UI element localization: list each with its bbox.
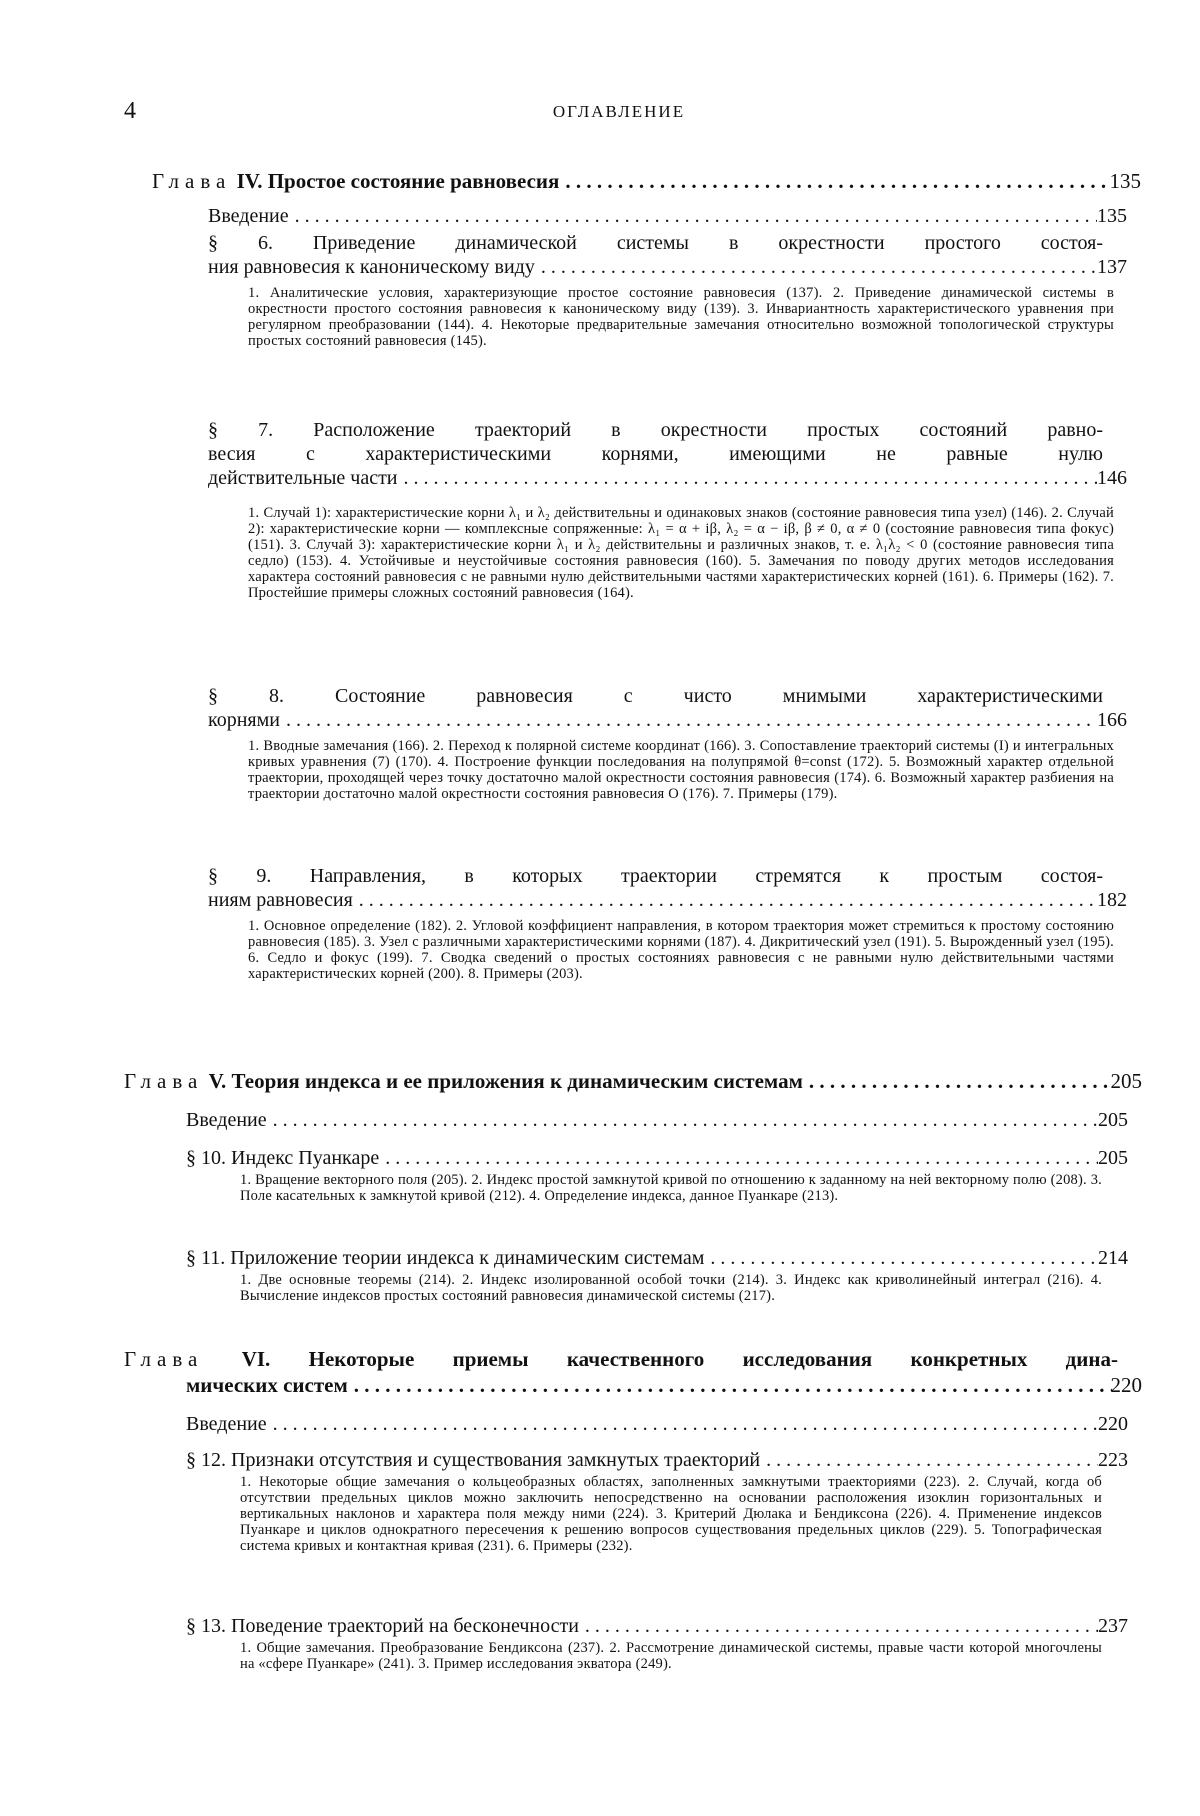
entry-page: 182 bbox=[1097, 889, 1127, 911]
running-head: ОГЛАВЛЕНИЕ bbox=[552, 102, 686, 121]
section-9-subtopics: 1. Основное определение (182). 2. Угловой коэффициент направления, в котором траектория может стремиться к простому состоянию равновесия (185). 3. Узел с различными характеристическими корнями (187). 4. Дикритический узел (191). 5. Вырожденный узел (195). 6. Седло и фокус (199). 7. Сводка сведений о простых состояниях равновесия с не равными нулю действительными частями характеристических корней (200). 8. Примеры (203). bbox=[248, 918, 1114, 982]
entry-title-line: ния равновесия к каноническому виду bbox=[208, 256, 535, 278]
section-11-entry bbox=[186, 1246, 1128, 1270]
chapter-label: Глава bbox=[124, 1347, 204, 1371]
entry-page: 237 bbox=[1098, 1615, 1128, 1637]
section-6-entry bbox=[208, 231, 1127, 279]
entry-title: Введение bbox=[208, 205, 289, 227]
chapter-page: 135 bbox=[1109, 169, 1141, 193]
entry-page: 137 bbox=[1097, 256, 1127, 278]
section-11-subtopics: 1. Две основные теоремы (214). 2. Индекс изолированной особой точки (214). 3. Индекс как криволинейный интеграл (216). 4. Вычисление индексов простых состояний равновесия динамической системы (217). bbox=[240, 1272, 1102, 1304]
section-13-subtopics: 1. Общие замечания. Преобразование Бендиксона (237). 2. Рассмотрение динамической системы, правые части которой многочлены на «сфере Пуанкаре» (241). 3. Пример исследования экватора (249). bbox=[240, 1640, 1102, 1672]
entry-title: § 12. Признаки отсутствия и существования замкнутых траекторий bbox=[186, 1449, 761, 1471]
entry-page: 166 bbox=[1097, 709, 1127, 731]
entry-page: 135 bbox=[1097, 205, 1127, 227]
intro-entry bbox=[208, 204, 1127, 228]
chapter-5-heading bbox=[124, 1068, 1142, 1094]
entry-page: 220 bbox=[1098, 1413, 1128, 1435]
entry-title-line: § 6. Приведение динамической системы в окрестности простого состоя- bbox=[208, 232, 1103, 254]
section-9-entry bbox=[208, 864, 1127, 912]
entry-title-line: действительные части bbox=[208, 467, 398, 489]
page-header bbox=[124, 98, 1114, 128]
section-8-subtopics: 1. Вводные замечания (166). 2. Переход к полярной системе координат (166). 3. Сопоставление траекторий системы (I) и интегральных кривых уравнения (7) (170). 4. Построение функции последования на полупрямой θ=const (172). 5. Возможный характер отдельной траектории, проходящей через точку достаточно малой окрестности состояния равновесия (174). 6. Возможный характер разбиения на траектории достаточно малой окрестности состояния равновесия O (176). 7. Примеры (179). bbox=[248, 738, 1114, 802]
entry-page: 205 bbox=[1098, 1147, 1128, 1169]
section-7-entry bbox=[208, 418, 1127, 490]
entry-title-line: весия с характеристическими корнями, имеющими не равные нулю bbox=[208, 443, 1103, 465]
section-13-entry bbox=[186, 1614, 1128, 1638]
chapter-label: Глава bbox=[152, 169, 232, 193]
chapter-4-heading bbox=[152, 168, 1141, 194]
intro-entry bbox=[186, 1108, 1128, 1132]
section-12-entry bbox=[186, 1448, 1128, 1472]
entry-title: § 11. Приложение теории индекса к динамическим системам bbox=[186, 1247, 705, 1269]
chapter-6-heading bbox=[124, 1346, 1142, 1398]
entry-title-line: § 7. Расположение траекторий в окрестности простых состояний равно- bbox=[208, 419, 1103, 441]
entry-title-line: § 8. Состояние равновесия с чисто мнимыми характеристическими bbox=[208, 685, 1103, 707]
chapter-title: V. Теория индекса и ее приложения к динамическим системам bbox=[208, 1069, 803, 1093]
chapter-page: 205 bbox=[1110, 1069, 1142, 1093]
entry-title-line: корнями bbox=[208, 709, 280, 731]
chapter-title-line: мических систем bbox=[186, 1373, 348, 1397]
section-7-subtopics: 1. Случай 1): характеристические корни λ₁ и λ₂ действительны и одинаковых знаков (состояние равновесия типа узел) (146). 2. Случай 2): характеристические корни — комплексные сопряженные: λ₁ = α + iβ, λ₂ = α − iβ, β ≠ 0, α ≠ 0 (состояние равновесия типа фокус) (151). 3. Случай 3): характеристические корни λ₁ и λ₂ действительны и различных знаков, т. е. λ₁λ₂ < 0 (состояние равновесия типа седло) (153). 4. Устойчивые и неустойчивые состояния равновесия (160). 5. Замечания по поводу других методов исследования характера состояний равновесия с не равными нулю действительными частями характеристических корней (161). 6. Примеры (162). 7. Простейшие примеры сложных состояний равновесия (164). bbox=[248, 505, 1114, 601]
section-10-entry bbox=[186, 1146, 1128, 1170]
entry-page: 205 bbox=[1098, 1109, 1128, 1131]
chapter-page: 220 bbox=[1110, 1373, 1142, 1397]
section-10-subtopics: 1. Вращение векторного поля (205). 2. Индекс простой замкнутой кривой по отношению к заданному на ней векторному полю (208). 3. Поле касательных к замкнутой кривой (212). 4. Определение индекса, данное Пуанкаре (213). bbox=[240, 1172, 1102, 1204]
entry-page: 214 bbox=[1098, 1247, 1128, 1269]
entry-title-line: § 9. Направления, в которых траектории стремятся к простым состоя- bbox=[208, 865, 1103, 887]
entry-title: Введение bbox=[186, 1109, 267, 1131]
entry-title: § 10. Индекс Пуанкаре bbox=[186, 1147, 380, 1169]
section-8-entry bbox=[208, 684, 1127, 732]
entry-page: 146 bbox=[1097, 467, 1127, 489]
chapter-title-line: VI. Некоторые приемы качественного исследования конкретных дина- bbox=[241, 1347, 1119, 1371]
chapter-label: Глава bbox=[124, 1069, 204, 1093]
entry-title-line: ниям равновесия bbox=[208, 889, 353, 911]
chapter-title: IV. Простое состояние равновесия bbox=[236, 169, 560, 193]
entry-title: § 13. Поведение траекторий на бесконечности bbox=[186, 1615, 579, 1637]
entry-title: Введение bbox=[186, 1413, 267, 1435]
entry-page: 223 bbox=[1098, 1449, 1128, 1471]
section-12-subtopics: 1. Некоторые общие замечания о кольцеобразных областях, заполненных замкнутыми траекториями (223). 2. Случай, когда об отсутствии предельных циклов можно заключить непосредственно на основании расположения изоклин горизонтальных и вертикальных наклонов и характера поля между ними (224). 3. Критерий Дюлака и Бендиксона (226). 4. Применение индексов Пуанкаре и циклов однократного пересечения к решению вопросов существования предельных циклов (229). 5. Топографическая система кривых и контактная кривая (231). 6. Примеры (232). bbox=[240, 1474, 1102, 1554]
section-6-subtopics: 1. Аналитические условия, характеризующие простое состояние равновесия (137). 2. Приведение динамической системы в окрестности простого состояния равновесия к каноническому виду (139). 3. Инвариантность характеристического уравнения при регулярном преобразовании (144). 4. Некоторые предварительные замечания относительно возможной топологической структуры простых состояний равновесия (145). bbox=[248, 285, 1114, 349]
intro-entry bbox=[186, 1412, 1128, 1436]
page-number: 4 bbox=[124, 98, 136, 124]
